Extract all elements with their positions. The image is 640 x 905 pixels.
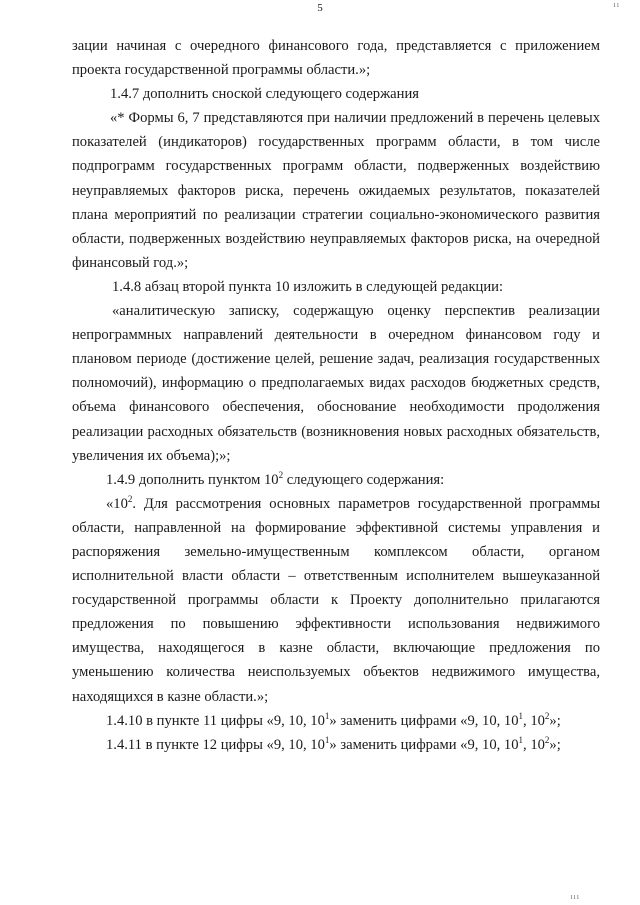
item-1-4-11-s1: 1 <box>324 734 330 745</box>
item-1-4-9 <box>72 468 600 492</box>
item-1-4-9-text-after: следующего содержания: <box>283 471 445 488</box>
item-1-4-11-t1: 1.4.11 в пункте 12 цифры «9, 10, 10 <box>106 736 325 753</box>
point-10-2-quote <box>72 492 600 709</box>
item-1-4-11-t2: » заменить цифрами «9, 10, 10 <box>329 736 519 753</box>
item-1-4-9-text: 1.4.9 дополнить пунктом 10 <box>106 471 279 488</box>
item-1-4-10 <box>72 709 600 733</box>
item-1-4-11-t4: »; <box>549 736 561 753</box>
paragraph-continuation: зации начиная с очередного финансового года, представляется с приложением проекта государственной программы области.»; <box>72 38 600 79</box>
page-number: 5 <box>317 2 323 14</box>
analytic-note-quote: «аналитическую записку, содержащую оценку перспектив реализации непрограммных направлений деятельности в очередном финансовом году и плановом периоде (достижение целей, решение задач, реализация государственных полномочий), информацию о предполагаемых видах расходов бюджетных средств, объема финансового обеспечения, обоснование необходимости продолжения реализации расходных обязательств (возникновения новых расходных обязательств, увеличения их объема);»; <box>72 303 600 464</box>
item-1-4-11-s3: 2 <box>544 734 550 745</box>
corner-mark-top: ıı <box>613 0 620 9</box>
item-1-4-7: 1.4.7 дополнить сноской следующего содержания <box>110 86 419 103</box>
point-10-2-text: . Для рассмотрения основных параметров государственной программы области, направленной на формирование эффективной системы управления и распоряжения земельно-имущественным комплексом области, органом исполнительной власти области – ответственным исполнителем вышеуказанной государственной программы области к Проекту дополнительно прилагаются предложения по повышению эффективности использования недвижимого имущества, находящегося в казне области, включающие предложения по уменьшению количества неиспользуемых объектов недвижимого имущества, находящихся в казне области.»; <box>72 495 600 705</box>
item-1-4-10-s2: 1 <box>518 710 524 721</box>
item-1-4-11-t3: , 10 <box>523 736 545 753</box>
item-1-4-9-sup: 2 <box>278 469 284 480</box>
footnote-quote: «* Формы 6, 7 представляются при наличии предложений в перечень целевых показателей (индикаторов) государственных программ области, в том числе подпрограмм государственных программ области, подверженных воздействию неуправляемых факторов риска, перечень ожидаемых результатов, показателей плана мероприятий по реализации стратегии социально-экономического развития области, подверженных воздействию неуправляемых факторов риска, на очередной финансовый год.»; <box>72 110 600 271</box>
item-1-4-8: 1.4.8 абзац второй пункта 10 изложить в следующей редакции: <box>112 278 504 295</box>
item-1-4-10-t3: , 10 <box>523 712 545 729</box>
item-1-4-10-t4: »; <box>549 712 561 729</box>
corner-mark-bottom: ııı <box>570 892 580 901</box>
point-10-2-start: «10 <box>106 495 128 512</box>
item-1-4-10-t2: » заменить цифрами «9, 10, 10 <box>329 712 519 729</box>
item-1-4-10-t1: 1.4.10 в пункте 11 цифры «9, 10, 10 <box>106 712 325 729</box>
item-1-4-10-s3: 2 <box>544 710 550 721</box>
document-body <box>72 34 600 757</box>
item-1-4-11 <box>72 733 600 757</box>
point-10-2-sup: 2 <box>127 493 133 504</box>
item-1-4-10-s1: 1 <box>324 710 330 721</box>
item-1-4-11-s2: 1 <box>518 734 524 745</box>
